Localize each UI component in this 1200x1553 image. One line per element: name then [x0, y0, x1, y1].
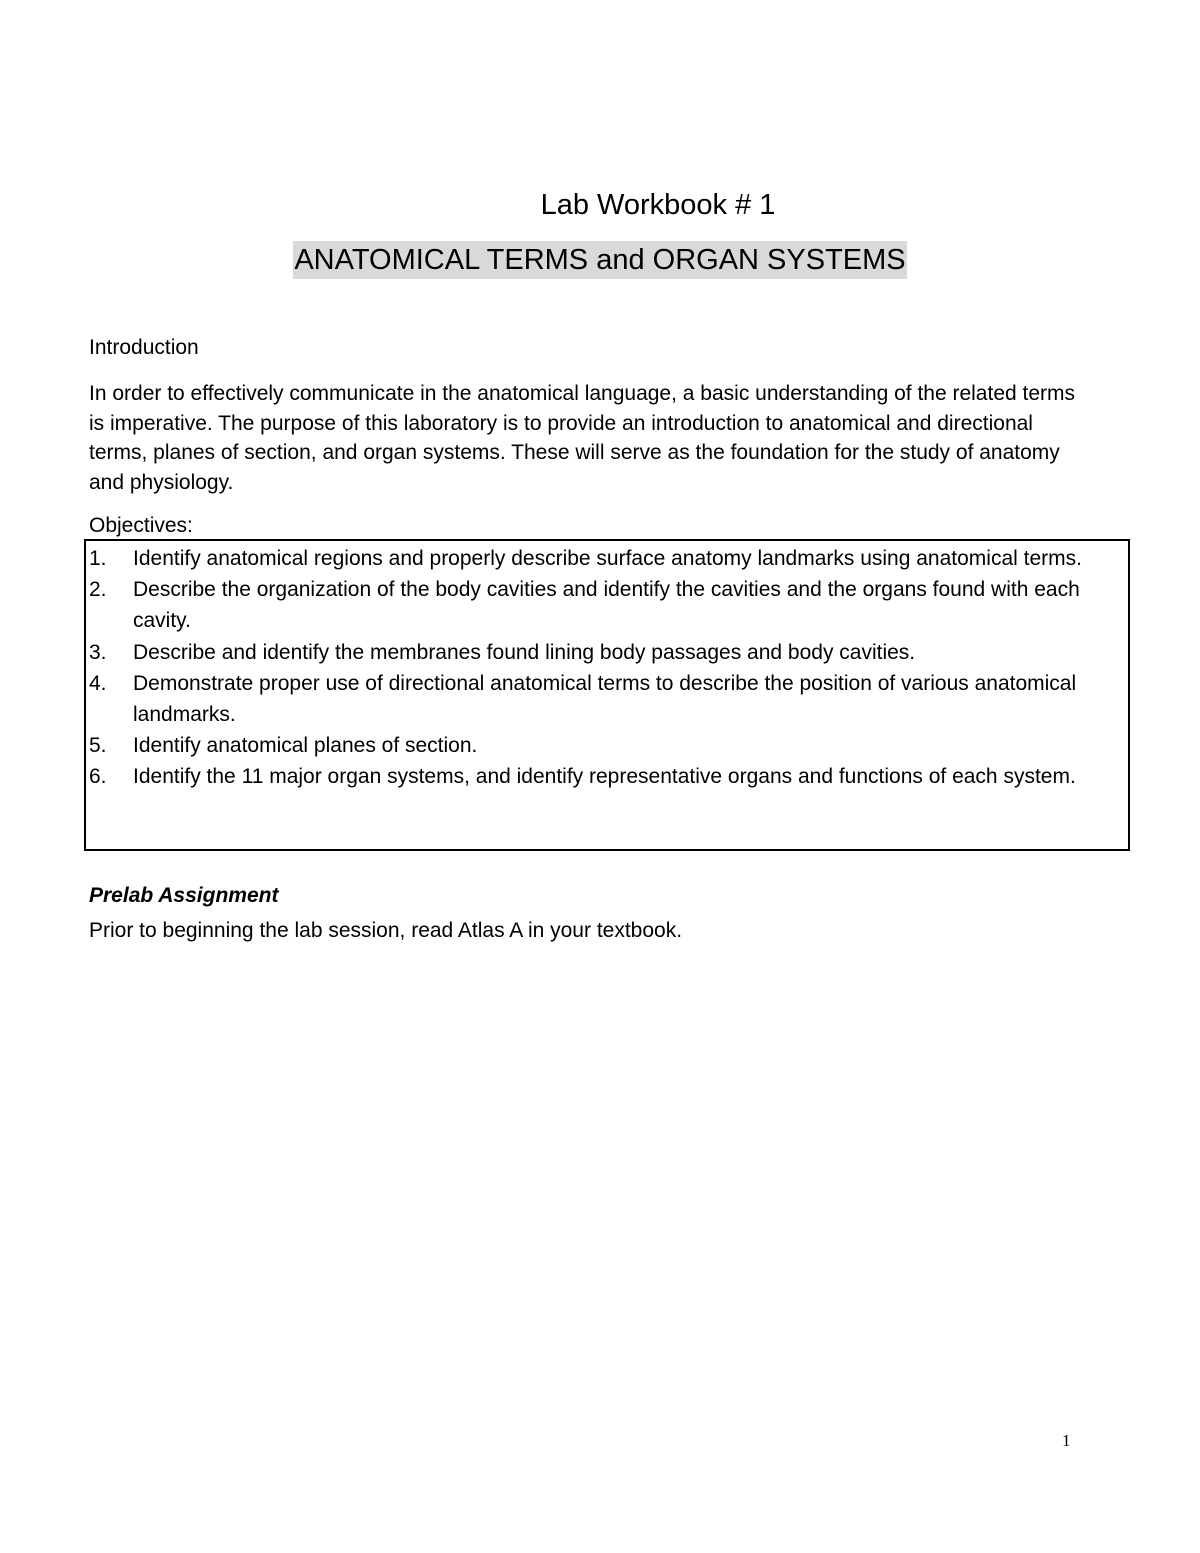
objective-text: Describe the organization of the body cavities and identify the cavities and the organs found with each cavity.	[133, 578, 1080, 633]
objective-text: Describe and identify the membranes found lining body passages and body cavities.	[133, 640, 916, 664]
objectives-list	[84, 539, 1130, 851]
objective-item	[86, 574, 1128, 636]
introduction-paragraph: In order to effectively communicate in the anatomical language, a basic understanding of the related terms is imperative. The purpose of this laboratory is to provide an introduction to anatomical and directional terms, planes of section, and organ systems. These will serve as the foundation for the study of anatomy and physiology.	[89, 382, 1076, 494]
prelab-text: Prior to beginning the lab session, read Atlas A in your textbook.	[89, 919, 683, 942]
main-title: ANATOMICAL TERMS and ORGAN SYSTEMS	[293, 241, 906, 279]
workbook-title: Lab Workbook # 1	[540, 189, 776, 221]
objectives-label: Objectives:	[89, 514, 193, 537]
main-title-container	[0, 241, 1200, 279]
objective-number: 6.	[89, 765, 107, 789]
prelab-heading: Prelab Assignment	[89, 884, 279, 907]
objective-number: 3.	[89, 640, 107, 664]
objective-text: Demonstrate proper use of directional anatomical terms to describe the position of various anatomical landmarks.	[133, 671, 1077, 727]
objective-number: 1.	[89, 547, 107, 570]
introduction-heading: Introduction	[89, 336, 199, 359]
objective-text: Identify the 11 major organ systems, and identify representative organs and functions of each system.	[133, 765, 1076, 789]
objective-number: 2.	[89, 578, 107, 602]
page-number: 1	[1062, 1431, 1071, 1450]
objective-number: 5.	[89, 734, 107, 758]
objective-text: Identify anatomical regions and properly describe surface anatomy landmarks using anatomical terms.	[133, 547, 1082, 570]
objective-item	[86, 637, 1128, 668]
objective-item	[86, 730, 1128, 761]
objective-text: Identify anatomical planes of section.	[133, 734, 478, 758]
objective-item	[86, 668, 1128, 730]
objective-item	[86, 543, 1128, 574]
objective-number: 4.	[89, 671, 107, 695]
objective-item	[86, 761, 1128, 792]
